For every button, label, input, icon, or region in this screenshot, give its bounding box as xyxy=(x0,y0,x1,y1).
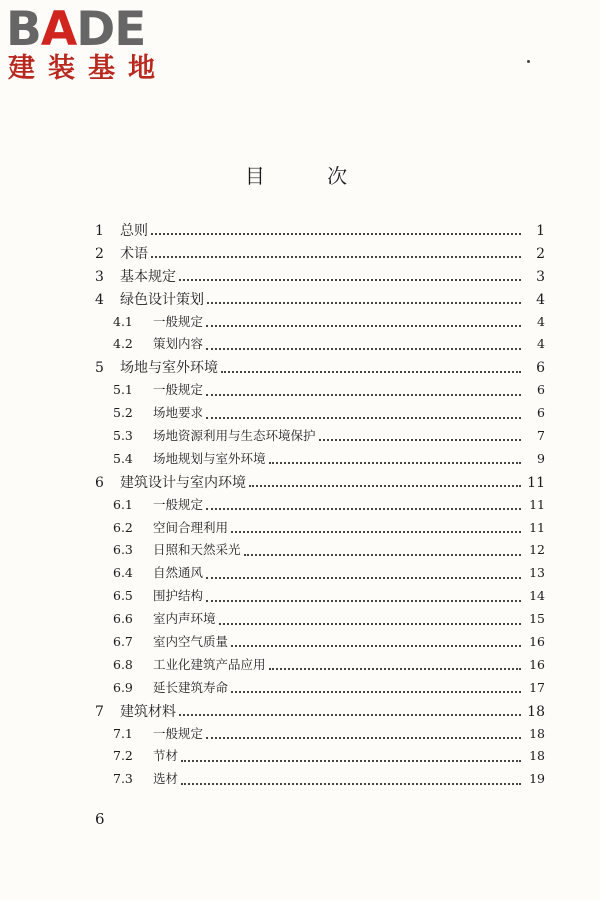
toc-entry-page: 4 xyxy=(537,313,545,329)
toc-dot-leader xyxy=(269,462,521,464)
toc-dot-leader xyxy=(244,554,521,556)
toc-entry-page: 11 xyxy=(527,474,545,491)
toc-entry-number: 6.8 xyxy=(113,656,133,672)
toc-dot-leader xyxy=(231,691,521,693)
toc-entry-page: 4 xyxy=(536,291,545,308)
toc-dot-leader xyxy=(206,577,521,579)
toc-dot-leader xyxy=(206,508,521,510)
toc-entry-page: 3 xyxy=(536,268,545,285)
toc-dot-leader xyxy=(151,233,521,235)
toc-section-entry[interactable] xyxy=(95,632,545,655)
toc-dot-leader xyxy=(221,371,521,373)
toc-entry-title: 工业化建筑产品应用 xyxy=(153,656,266,672)
toc-entry-page: 6 xyxy=(536,360,545,377)
toc-dot-leader xyxy=(206,417,521,419)
toc-entry-title: 围护结构 xyxy=(153,588,204,604)
toc-entry-title: 场地与室外环境 xyxy=(120,360,218,377)
toc-entry-page: 2 xyxy=(536,245,545,262)
toc-chapter-entry[interactable] xyxy=(95,289,545,312)
toc-entry-number: 4.1 xyxy=(113,313,133,329)
toc-entry-number: 6.3 xyxy=(113,542,133,558)
toc-entry-title: 策划内容 xyxy=(153,336,204,352)
toc-entry-number: 5.3 xyxy=(113,428,133,444)
toc-entry-page: 7 xyxy=(537,428,545,444)
toc-entry-number: 4 xyxy=(95,291,104,308)
toc-entry-page: 15 xyxy=(529,611,545,627)
toc-entry-number: 5.4 xyxy=(113,450,133,466)
toc-entry-page: 17 xyxy=(529,679,545,695)
toc-entry-number: 2 xyxy=(95,245,104,262)
toc-section-entry[interactable] xyxy=(95,426,545,449)
toc-dot-leader xyxy=(249,485,521,487)
toc-entry-number: 6.4 xyxy=(113,565,133,581)
toc-section-entry[interactable] xyxy=(95,449,545,472)
toc-entry-title: 场地资源利用与生态环境保护 xyxy=(153,428,316,444)
toc-section-entry[interactable] xyxy=(95,724,545,747)
toc-entry-title: 一般规定 xyxy=(153,313,204,329)
toc-entry-title: 日照和天然采光 xyxy=(153,542,241,558)
toc-dot-leader xyxy=(231,645,521,647)
toc-entry-number: 6.5 xyxy=(113,588,133,604)
bade-logo xyxy=(6,4,181,84)
toc-entry-number: 3 xyxy=(95,268,104,285)
logo-subtitle: 建装基地 xyxy=(8,53,168,84)
toc-entry-number: 5.1 xyxy=(113,382,133,398)
toc-entry-page: 11 xyxy=(529,496,545,512)
toc-entry-number: 6.6 xyxy=(113,611,133,627)
toc-entry-title: 场地要求 xyxy=(153,405,204,421)
toc-dot-leader xyxy=(151,256,521,258)
toc-entry-title: 建筑设计与室内环境 xyxy=(120,474,246,491)
toc-entry-title: 室内声环境 xyxy=(153,611,216,627)
logo-wordmark: BADE xyxy=(6,2,146,57)
toc-chapter-entry[interactable] xyxy=(95,357,545,380)
toc-section-entry[interactable] xyxy=(95,495,545,518)
table-of-contents xyxy=(95,220,545,792)
toc-section-entry[interactable] xyxy=(95,746,545,769)
toc-entry-number: 5 xyxy=(95,360,104,377)
toc-section-entry[interactable] xyxy=(95,609,545,632)
toc-entry-page: 18 xyxy=(529,748,545,764)
toc-entry-title: 基本规定 xyxy=(120,268,176,285)
toc-entry-number: 6.9 xyxy=(113,679,133,695)
toc-entry-title: 选材 xyxy=(153,771,179,787)
toc-entry-number: 7.2 xyxy=(113,748,133,764)
toc-chapter-entry[interactable] xyxy=(95,220,545,243)
toc-entry-number: 6.7 xyxy=(113,634,133,650)
toc-entry-title: 一般规定 xyxy=(153,382,204,398)
toc-entry-page: 14 xyxy=(529,588,545,604)
toc-chapter-entry[interactable] xyxy=(95,701,545,724)
toc-dot-leader xyxy=(181,783,521,785)
toc-dot-leader xyxy=(219,623,521,625)
toc-entry-page: 12 xyxy=(529,542,545,558)
toc-section-entry[interactable] xyxy=(95,380,545,403)
toc-dot-leader xyxy=(179,279,521,281)
toc-dot-leader xyxy=(206,348,521,350)
toc-dot-leader xyxy=(207,302,521,304)
toc-entry-number: 7.3 xyxy=(113,771,133,787)
toc-entry-title: 空间合理利用 xyxy=(153,519,229,535)
toc-entry-title: 总则 xyxy=(120,223,148,239)
toc-section-entry[interactable] xyxy=(95,769,545,792)
toc-entry-title: 术语 xyxy=(120,245,148,262)
page-number: 6 xyxy=(95,810,105,828)
toc-entry-number: 6.2 xyxy=(113,519,133,535)
toc-entry-title: 一般规定 xyxy=(153,496,204,512)
toc-entry-number: 7.1 xyxy=(113,725,133,741)
toc-chapter-entry[interactable] xyxy=(95,266,545,289)
toc-entry-page: 1 xyxy=(536,223,545,239)
toc-entry-page: 16 xyxy=(529,634,545,650)
toc-section-entry[interactable] xyxy=(95,540,545,563)
toc-chapter-entry[interactable] xyxy=(95,472,545,495)
toc-section-entry[interactable] xyxy=(95,563,545,586)
toc-dot-leader xyxy=(206,600,521,602)
toc-entry-number: 6 xyxy=(95,474,104,491)
toc-entry-page: 19 xyxy=(529,771,545,787)
toc-entry-number: 1 xyxy=(95,223,104,239)
toc-dot-leader xyxy=(181,760,521,762)
toc-entry-title: 一般规定 xyxy=(153,725,204,741)
toc-title: 目 次 xyxy=(244,164,376,188)
toc-entry-title: 延长建筑寿命 xyxy=(153,679,229,695)
toc-entry-page: 6 xyxy=(537,382,545,398)
toc-entry-page: 11 xyxy=(529,519,545,535)
toc-dot-leader xyxy=(179,714,521,716)
toc-entry-number: 6.1 xyxy=(113,496,133,512)
toc-entry-page: 18 xyxy=(529,725,545,741)
toc-section-entry[interactable] xyxy=(95,518,545,541)
scan-speck xyxy=(527,60,530,63)
toc-entry-title: 自然通风 xyxy=(153,565,204,581)
toc-section-entry[interactable] xyxy=(95,678,545,701)
toc-dot-leader xyxy=(206,394,521,396)
toc-dot-leader xyxy=(206,737,521,739)
toc-entry-page: 18 xyxy=(527,703,545,720)
toc-entry-number: 7 xyxy=(95,703,104,720)
toc-section-entry[interactable] xyxy=(95,586,545,609)
toc-entry-number: 4.2 xyxy=(113,336,133,352)
toc-dot-leader xyxy=(269,668,521,670)
toc-dot-leader xyxy=(319,439,521,441)
toc-section-entry[interactable] xyxy=(95,312,545,335)
toc-entry-number: 5.2 xyxy=(113,405,133,421)
toc-chapter-entry[interactable] xyxy=(95,243,545,266)
toc-entry-title: 室内空气质量 xyxy=(153,634,229,650)
toc-section-entry[interactable] xyxy=(95,334,545,357)
toc-entry-title: 绿色设计策划 xyxy=(120,291,204,308)
toc-dot-leader xyxy=(206,325,521,327)
toc-section-entry[interactable] xyxy=(95,403,545,426)
toc-entry-page: 4 xyxy=(537,336,545,352)
toc-entry-title: 场地规划与室外环境 xyxy=(153,450,266,466)
toc-dot-leader xyxy=(231,531,521,533)
toc-entry-page: 9 xyxy=(537,450,545,466)
toc-section-entry[interactable] xyxy=(95,655,545,678)
toc-entry-title: 节材 xyxy=(153,748,179,764)
toc-entry-page: 13 xyxy=(529,565,545,581)
toc-entry-page: 6 xyxy=(537,405,545,421)
toc-entry-page: 16 xyxy=(529,656,545,672)
toc-entry-title: 建筑材料 xyxy=(120,703,176,720)
